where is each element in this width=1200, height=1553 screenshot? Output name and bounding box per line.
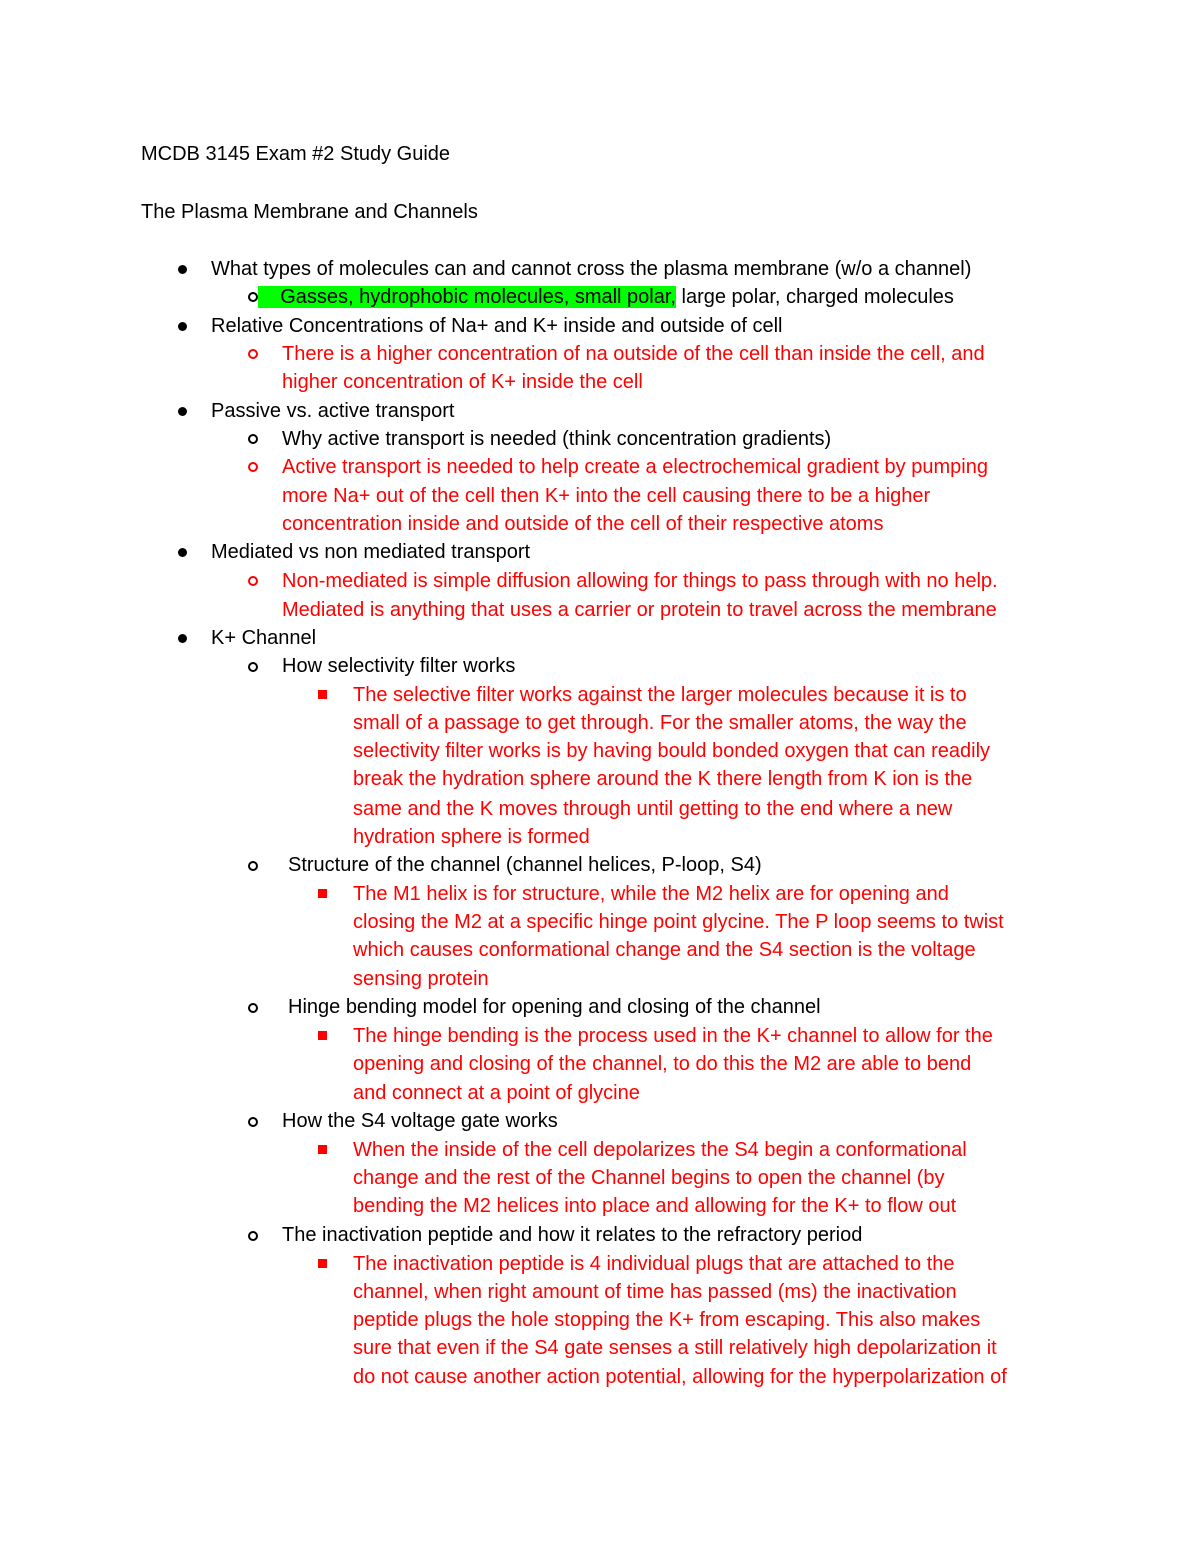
answer-line: concentration inside and outside of the cell of their respective atoms [282, 513, 884, 535]
answer-line: more Na+ out of the cell then K+ into the cell causing there to be a higher [282, 485, 931, 507]
bullet-icon [178, 407, 187, 416]
answer-line: closing the M2 at a specific hinge point glycine. The P loop seems to twist [353, 911, 1004, 933]
circle-bullet-icon [248, 662, 258, 672]
answer-line: break the hydration sphere around the K there length from K ion is the [353, 768, 973, 790]
square-bullet-icon [318, 1145, 327, 1154]
sub-question: The inactivation peptide and how it relates to the refractory period [282, 1224, 863, 1246]
question-transport: Passive vs. active transport [211, 400, 455, 422]
circle-bullet-icon [248, 292, 258, 302]
circle-bullet-icon [248, 861, 258, 871]
sub-question: Hinge bending model for opening and closing of the channel [288, 996, 821, 1018]
answer-line: The hinge bending is the process used in the K+ channel to allow for the [353, 1025, 993, 1047]
answer-line: There is a higher concentration of na outside of the cell than inside the cell, and [282, 343, 985, 365]
question-mediated: Mediated vs non mediated transport [211, 541, 531, 563]
answer-line: Mediated is anything that uses a carrier or protein to travel across the membrane [282, 599, 997, 621]
circle-bullet-icon [248, 349, 258, 359]
answer-line: The selective filter works against the larger molecules because it is to [353, 684, 967, 706]
answer-line: which causes conformational change and the S4 section is the voltage [353, 939, 976, 961]
answer-line: small of a passage to get through. For the smaller atoms, the way the [353, 712, 967, 734]
answer-line: bending the M2 helices into place and allowing for the K+ to flow out [353, 1195, 957, 1217]
bullet-icon [178, 265, 187, 274]
circle-bullet-icon [248, 434, 258, 444]
circle-bullet-icon [248, 1003, 258, 1013]
answer-line: sensing protein [353, 968, 489, 990]
answer-line: The inactivation peptide is 4 individual plugs that are attached to the [353, 1253, 955, 1275]
answer-line: The M1 helix is for structure, while the M2 helix are for opening and [353, 883, 949, 905]
answer-molecules [258, 283, 954, 311]
circle-bullet-icon [248, 576, 258, 586]
answer-line: peptide plugs the hole stopping the K+ from escaping. This also makes [353, 1309, 981, 1331]
sub-question: Structure of the channel (channel helices, P-loop, S4) [288, 854, 762, 876]
highlighted-text: Gasses, hydrophobic molecules, small polar, [258, 286, 676, 308]
answer-line: When the inside of the cell depolarizes the S4 begin a conformational [353, 1139, 967, 1161]
square-bullet-icon [318, 690, 327, 699]
square-bullet-icon [318, 1031, 327, 1040]
question-molecules: What types of molecules can and cannot cross the plasma membrane (w/o a channel) [211, 258, 972, 280]
section-heading: The Plasma Membrane and Channels [141, 201, 478, 223]
answer-line: higher concentration of K+ inside the cell [282, 371, 643, 393]
answer-line: opening and closing of the channel, to do this the M2 are able to bend [353, 1053, 972, 1075]
document-title: MCDB 3145 Exam #2 Study Guide [141, 143, 451, 165]
answer-line: Non-mediated is simple diffusion allowing for things to pass through with no help. [282, 570, 998, 592]
heading-k-channel: K+ Channel [211, 627, 317, 649]
bullet-icon [178, 634, 187, 643]
answer-line: do not cause another action potential, allowing for the hyperpolarization of [353, 1366, 1007, 1388]
circle-bullet-icon [248, 462, 258, 472]
answer-line: Active transport is needed to help create a electrochemical gradient by pumping [282, 456, 988, 478]
bullet-icon [178, 322, 187, 331]
circle-bullet-icon [248, 1117, 258, 1127]
question-concentrations: Relative Concentrations of Na+ and K+ inside and outside of cell [211, 315, 783, 337]
answer-line: sure that even if the S4 gate senses a still relatively high depolarization it [353, 1337, 997, 1359]
sub-question: Why active transport is needed (think concentration gradients) [282, 428, 832, 450]
square-bullet-icon [318, 1259, 327, 1268]
answer-line: same and the K moves through until getting to the end where a new [353, 798, 953, 820]
square-bullet-icon [318, 889, 327, 898]
answer-line: change and the rest of the Channel begins to open the channel (by [353, 1167, 945, 1189]
circle-bullet-icon [248, 1231, 258, 1241]
answer-line: selectivity filter works is by having bould bonded oxygen that can readily [353, 740, 991, 762]
answer-line: and connect at a point of glycine [353, 1082, 640, 1104]
bullet-icon [178, 548, 187, 557]
answer-line: channel, when right amount of time has passed (ms) the inactivation [353, 1281, 957, 1303]
sub-question: How selectivity filter works [282, 655, 516, 677]
answer-molecules-rest: large polar, charged molecules [675, 286, 954, 308]
sub-question: How the S4 voltage gate works [282, 1110, 558, 1132]
answer-line: hydration sphere is formed [353, 826, 590, 848]
